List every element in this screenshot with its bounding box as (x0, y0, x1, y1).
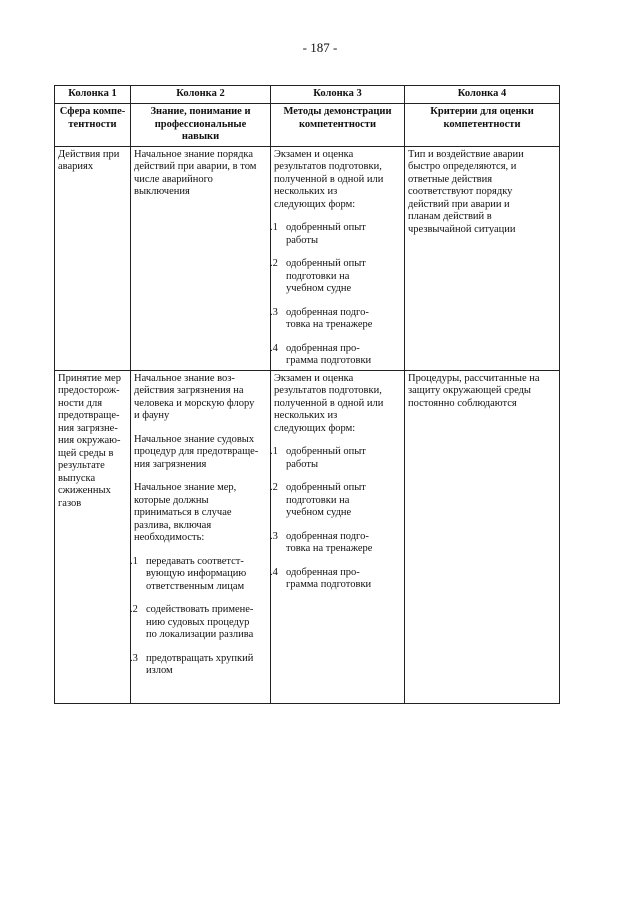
item-text: одобренный опыт работы (286, 446, 366, 470)
table-row (55, 370, 560, 703)
list-item (130, 652, 267, 678)
item-number: .3 (130, 652, 138, 664)
cell-text: Принятие мер предосторож- ности для предотвраще- ния загрязне- ния окружаю- щей среды в результате выпуска сжиженных газов (58, 372, 121, 509)
item-text: одобренная про- грамма подготовки (286, 342, 372, 366)
item-number: .3 (270, 306, 278, 318)
column-number-row (55, 86, 560, 104)
column-number-2: Колонка 2 (131, 86, 271, 104)
knowledge-paragraph: Начальное знание воз- действия загрязнения на человека и морскую флору и фауну (134, 372, 255, 421)
item-number: .1 (270, 222, 278, 233)
item-text: одобренный опыт подготовки на учебном судне (286, 482, 366, 518)
list-item (270, 482, 401, 520)
column-number-4: Колонка 4 (405, 86, 560, 104)
row1-criteria (405, 146, 560, 370)
column-number-3: Колонка 3 (271, 86, 405, 104)
item-text: одобренный опыт подготовки на учебном судне (286, 258, 366, 294)
methods-intro: Экзамен и оценка результатов подготовки, полученной в одной или нескольких из следующих форм: (274, 148, 384, 210)
item-number: .2 (130, 604, 138, 615)
list-item (270, 306, 401, 332)
row1-methods (271, 146, 405, 370)
item-number: .1 (270, 446, 278, 457)
cell-text: Действия при авариях (58, 148, 120, 172)
header-criteria: Критерии для оценки компетентности (405, 104, 560, 147)
list-item (130, 604, 267, 642)
list-item (130, 555, 267, 594)
methods-intro: Экзамен и оценка результатов подготовки, полученной в одной или нескольких из следующих форм: (274, 372, 384, 434)
list-item (270, 258, 401, 296)
row2-competence (55, 370, 131, 703)
list-item (270, 530, 401, 556)
column-number-1: Колонка 1 (55, 86, 131, 104)
item-text: одобренная про- грамма подготовки (286, 566, 372, 590)
row2-methods (271, 370, 405, 703)
list-item (270, 342, 401, 368)
row2-criteria (405, 370, 560, 703)
item-text: предотвращать хрупкий излом (146, 652, 254, 676)
item-text: одобренная подго- товка на тренажере (286, 530, 373, 554)
knowledge-paragraph: Начальное знание судовых процедур для предотвраще- ния загрязнения (134, 433, 259, 470)
row1-competence (55, 146, 131, 370)
knowledge-paragraph: Начальное знание мер, которые должны приниматься в случае разлива, включая необходимость: (134, 482, 237, 543)
item-number: .1 (130, 555, 138, 567)
competence-table (54, 85, 560, 704)
header-competence-area: Сфера компе- тентности (55, 104, 131, 147)
item-text: одобренная подго- товка на тренажере (286, 306, 373, 330)
list-item (270, 222, 401, 247)
item-text: передавать соответст- вующую информацию ответственным лицам (146, 555, 247, 592)
item-number: .4 (270, 566, 278, 578)
table-row (55, 146, 560, 370)
item-text: содействовать примене- нию судовых процедур по локализации разлива (146, 604, 254, 640)
header-knowledge: Знание, понимание и профессиональные навыки (131, 104, 271, 147)
header-methods: Методы демонстрации компетентности (271, 104, 405, 147)
cell-text: Тип и воздействие аварии быстро определяются, и ответные действия соответствуют порядку действий при аварии и планам действий в чрезвычайной ситуации (408, 148, 524, 235)
item-number: .4 (270, 342, 278, 354)
item-number: .2 (270, 482, 278, 493)
item-number: .3 (270, 530, 278, 542)
item-text: одобренный опыт работы (286, 222, 366, 246)
row1-knowledge (131, 146, 271, 370)
row2-knowledge (131, 370, 271, 703)
item-number: .2 (270, 258, 278, 269)
column-header-row (55, 104, 560, 147)
page-number: - 187 - (302, 40, 338, 55)
cell-text: Начальное знание порядка действий при аварии, в том числе аварийного выключения (134, 148, 257, 197)
list-item (270, 566, 401, 592)
list-item (270, 446, 401, 471)
cell-text: Процедуры, рассчитанные на защиту окружающей среды постоянно соблюдаются (408, 372, 540, 409)
